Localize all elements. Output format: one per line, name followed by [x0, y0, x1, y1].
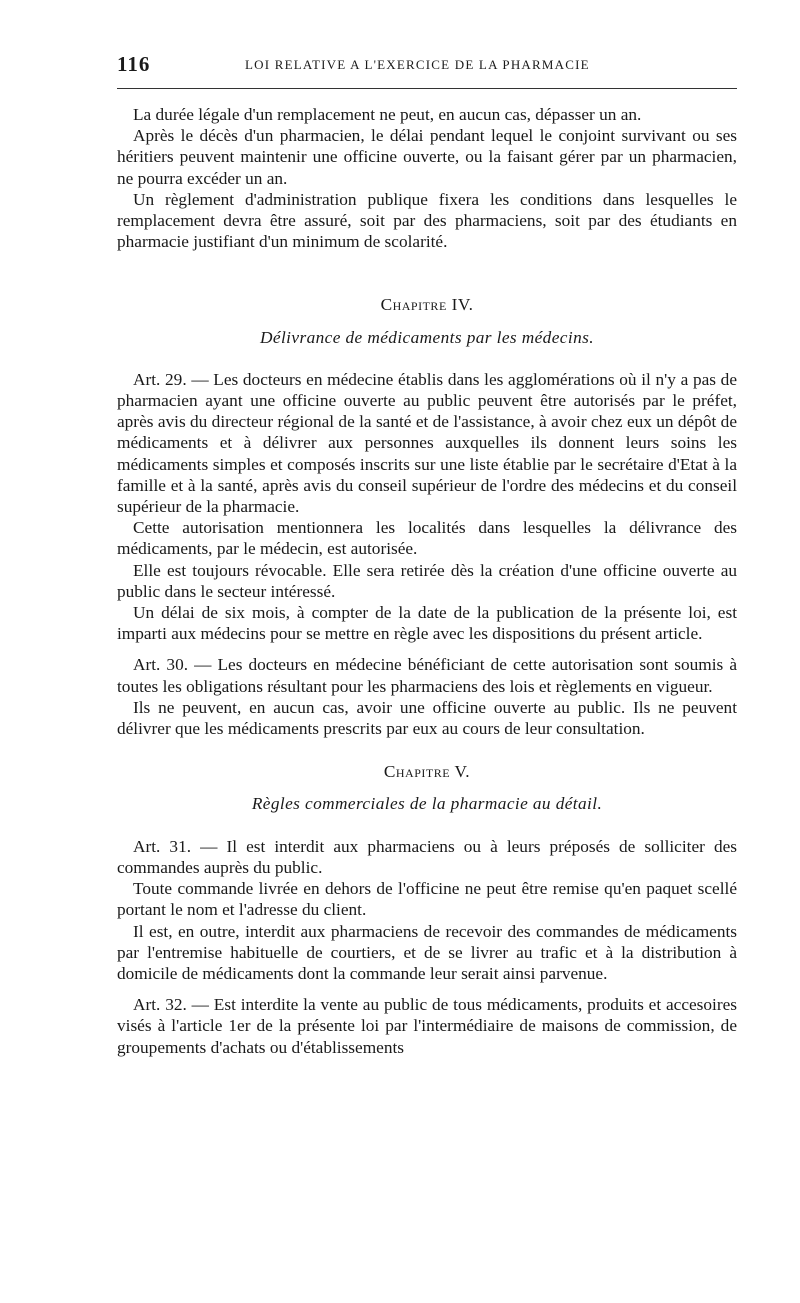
article-paragraph: Art. 29. — Les docteurs en médecine établis dans les agglomérations où il n'y a pas de pharmacien ayant une officine ouverte au public peuvent être autorisés par le préfet, après avis du directeur régional de la santé et de l'assistance, à avoir chez eux un dépôt de médicaments et à délivrer aux personnes auxquelles ils donnent leurs soins les médicaments simples et composés inscrits sur une liste établie par le secrétaire d'Etat à la famille et à la santé, après avis du conseil supérieur de l'ordre des médecins et du conseil supérieur de la pharmacie.: [117, 369, 737, 517]
page-body: [117, 104, 737, 1058]
article-paragraph: Art. 31. — Il est interdit aux pharmaciens ou à leurs préposés de solliciter des commandes auprès du public.: [117, 836, 737, 877]
paragraph: La durée légale d'un remplacement ne peut, en aucun cas, dépasser un an.: [133, 105, 642, 124]
running-title: LOI RELATIVE A L'EXERCICE DE LA PHARMACIE: [245, 57, 590, 72]
paragraph: Elle est toujours révocable. Elle sera retirée dès la création d'une officine ouverte au public dans le secteur intéressé.: [117, 560, 737, 601]
paragraph: Toute commande livrée en dehors de l'officine ne peut être remise qu'en paquet scellé portant le nom et l'adresse du client.: [117, 879, 737, 920]
chapter-subtitle: Règles commerciales de la pharmacie au détail.: [251, 794, 603, 814]
page-header: [117, 52, 737, 82]
paragraph: Un délai de six mois, à compter de la date de la publication de la présente loi, est imparti aux médecins pour se mettre en règle avec les dispositions du présent article.: [117, 603, 737, 644]
paragraph: Après le décès d'un pharmacien, le délai pendant lequel le conjoint survivant ou ses héritiers peuvent maintenir une officine ouverte, ou la faisant gérer par un pharmacien, ne pourra excéder un an.: [117, 126, 737, 188]
article-paragraph: Art. 30. — Les docteurs en médecine bénéficiant de cette autorisation sont soumis à toutes les obligations résultant pour les pharmaciens des lois et règlements en vigueur.: [117, 655, 737, 696]
chapter-subtitle: Délivrance de médicaments par les médecins.: [260, 327, 594, 347]
chapter-heading: Chapitre IV.: [380, 295, 474, 315]
article-paragraph: Art. 32. — Est interdite la vente au public de tous médicaments, produits et accesoires visés à l'article 1er de la présente loi par l'intermédiaire de maisons de commission, de groupements d'achats ou d'établissements: [117, 995, 737, 1057]
page-number: 116: [117, 52, 151, 76]
paragraph: Cette autorisation mentionnera les localités dans lesquelles la délivrance des médicaments, par le médecin, est autorisée.: [117, 518, 737, 559]
paragraph: Ils ne peuvent, en aucun cas, avoir une officine ouverte au public. Ils ne peuvent délivrer que les médicaments prescrits par eux au cours de leur consultation.: [117, 697, 737, 739]
paragraph: Il est, en outre, interdit aux pharmaciens de recevoir des commandes de médicaments par l'entremise habituelle de courtiers, et de se livrer au trafic et à la distribution à domicile de médicaments dont la commande leur serait ainsi parvenue.: [117, 921, 737, 983]
header-rule: [117, 88, 737, 89]
chapter-heading: Chapitre V.: [383, 762, 471, 782]
paragraph: Un règlement d'administration publique fixera les conditions dans lesquelles le remplacement devra être assuré, soit par des pharmaciens, soit par des étudiants en pharmacie justifiant d'un minimum de scolarité.: [117, 189, 737, 252]
